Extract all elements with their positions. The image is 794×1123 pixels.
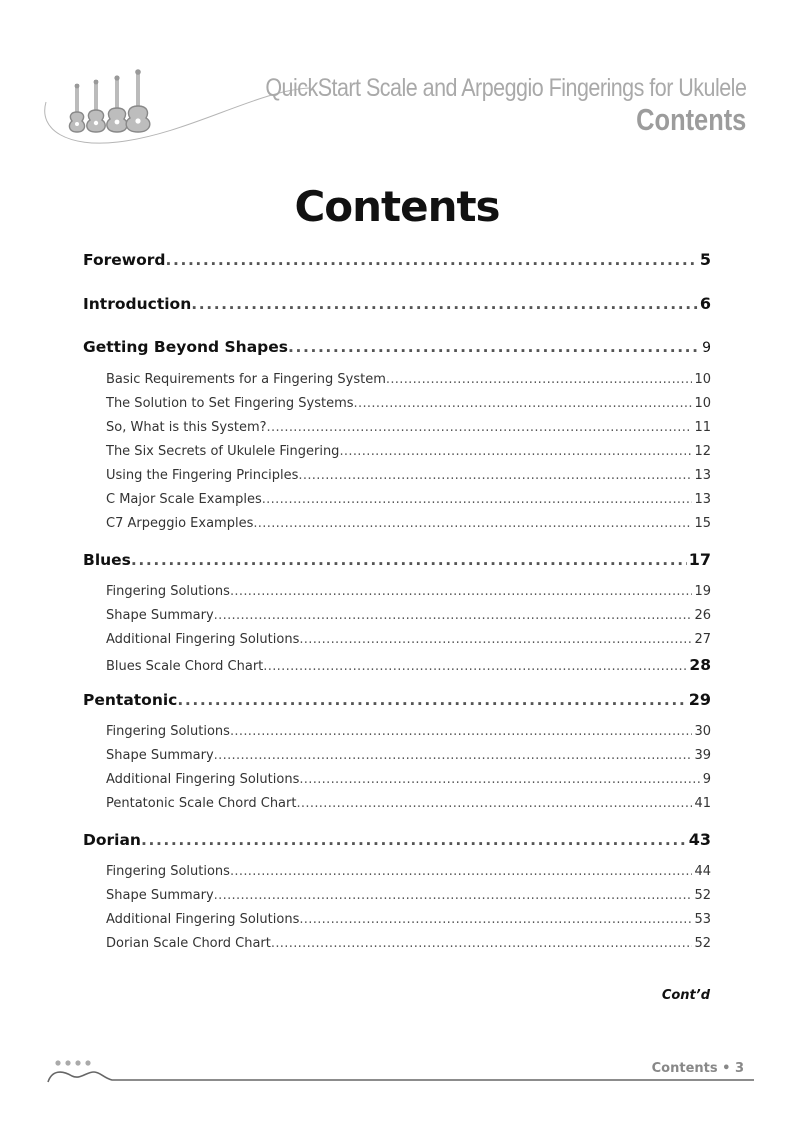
- toc-entry-title: Blues: [83, 551, 131, 569]
- toc-sub-entry[interactable]: [83, 936, 711, 960]
- dot-leader: [253, 516, 692, 531]
- dot-leader: [298, 468, 692, 483]
- dot-leader: [263, 659, 687, 674]
- toc-sub-entry[interactable]: [83, 748, 711, 772]
- toc-sub-entry[interactable]: [83, 420, 711, 444]
- toc-entry-page: 11: [694, 420, 711, 435]
- toc-entry-title: Shape Summary: [106, 748, 214, 763]
- toc-entry-title: Fingering Solutions: [106, 724, 230, 739]
- toc-sub-entry[interactable]: [83, 372, 711, 396]
- toc-main-entry[interactable]: [83, 250, 711, 284]
- toc-entry-page: 17: [688, 550, 711, 569]
- toc-entry-title: Additional Fingering Solutions: [106, 912, 300, 927]
- toc-entry-page: 15: [694, 516, 711, 531]
- footer-decoration: [42, 1058, 754, 1088]
- toc-section: [83, 690, 711, 820]
- toc-entry-page: 52: [694, 888, 711, 903]
- toc-sub-entry[interactable]: [83, 444, 711, 468]
- toc-main-entry[interactable]: [83, 294, 711, 328]
- dot-leader: [214, 748, 693, 763]
- toc-entry-page: 13: [694, 468, 711, 483]
- dot-leader: [296, 796, 692, 811]
- toc-entry-page: 27: [694, 632, 711, 647]
- toc-section: [83, 250, 711, 284]
- toc-main-entry[interactable]: [83, 830, 711, 864]
- dot-leader: [191, 295, 698, 313]
- toc-sub-entry[interactable]: [83, 772, 711, 796]
- running-section-title: Contents: [635, 102, 746, 137]
- toc-entry-page: 43: [688, 830, 711, 849]
- toc-entry-page: 5: [699, 250, 711, 269]
- dot-leader: [386, 372, 693, 387]
- toc-sub-entry[interactable]: [83, 516, 711, 540]
- dot-leader: [214, 608, 693, 623]
- toc-entry-page: 29: [688, 690, 711, 709]
- toc-sub-entry[interactable]: [83, 724, 711, 748]
- dot-leader: [230, 864, 693, 879]
- book-title: QuickStart Scale and Arpeggio Fingerings for Ukulele: [264, 74, 746, 102]
- dot-leader: [214, 888, 693, 903]
- toc-entry-page: 39: [694, 748, 711, 763]
- toc-entry-title: C7 Arpeggio Examples: [106, 516, 254, 531]
- toc-entry-page: 30: [694, 724, 711, 739]
- toc-entry-title: Pentatonic Scale Chord Chart: [106, 796, 297, 811]
- toc-entry-page: 19: [694, 584, 711, 599]
- dot-leader: [131, 551, 687, 569]
- toc-entry-title: Additional Fingering Solutions: [106, 772, 300, 787]
- toc-sub-entry[interactable]: [83, 864, 711, 888]
- dot-leader: [339, 444, 692, 459]
- toc-entry-title: Additional Fingering Solutions: [106, 632, 300, 647]
- toc-sub-entry[interactable]: [83, 584, 711, 608]
- dot-leader: [288, 338, 700, 356]
- toc-entry-title: Blues Scale Chord Chart: [106, 659, 264, 674]
- toc-entry-title: So, What is this System?: [106, 420, 267, 435]
- toc-main-entry[interactable]: [83, 690, 711, 724]
- dot-leader: [299, 632, 692, 647]
- toc-sub-entry[interactable]: [83, 656, 711, 680]
- toc-entry-page: 13: [694, 492, 711, 507]
- toc-entry-page: 41: [694, 796, 711, 811]
- dot-leader: [299, 772, 700, 787]
- dot-leader: [177, 691, 686, 709]
- toc-entry-title: Shape Summary: [106, 608, 214, 623]
- toc-sub-entry[interactable]: [83, 796, 711, 820]
- page-title: Contents: [294, 182, 500, 231]
- toc-section: [83, 294, 711, 328]
- toc-entry-page: 9: [702, 340, 711, 356]
- toc-entry-title: Basic Requirements for a Fingering System: [106, 372, 386, 387]
- table-of-contents: [83, 250, 711, 970]
- toc-entry-page: 52: [694, 936, 711, 951]
- dot-leader: [267, 420, 693, 435]
- toc-entry-title: Foreword: [83, 251, 166, 269]
- toc-entry-title: The Six Secrets of Ukulele Fingering: [106, 444, 340, 459]
- toc-sub-entry[interactable]: [83, 492, 711, 516]
- page-number: Contents • 3: [651, 1061, 744, 1076]
- toc-sub-entry[interactable]: [83, 888, 711, 912]
- toc-entry-title: The Solution to Set Fingering Systems: [106, 396, 354, 411]
- toc-entry-title: Using the Fingering Principles: [106, 468, 299, 483]
- dot-leader: [230, 584, 693, 599]
- toc-entry-page: 12: [694, 444, 711, 459]
- dot-leader: [271, 936, 693, 951]
- toc-entry-title: Fingering Solutions: [106, 584, 230, 599]
- toc-sub-entry[interactable]: [83, 468, 711, 492]
- toc-entry-title: Dorian: [83, 831, 141, 849]
- toc-entry-title: Getting Beyond Shapes: [83, 338, 288, 356]
- continued-note: Cont’d: [661, 988, 710, 1003]
- toc-sub-entry[interactable]: [83, 608, 711, 632]
- toc-entry-title: Pentatonic: [83, 691, 178, 709]
- toc-entry-page: 44: [694, 864, 711, 879]
- toc-entry-page: 9: [702, 772, 711, 787]
- dot-leader: [141, 831, 687, 849]
- toc-sub-entry[interactable]: [83, 396, 711, 420]
- toc-entry-page: 10: [694, 372, 711, 387]
- toc-section: [83, 338, 711, 540]
- toc-entry-page: 53: [694, 912, 711, 927]
- toc-sub-entry[interactable]: [83, 632, 711, 656]
- dot-leader: [165, 251, 697, 269]
- toc-section: [83, 550, 711, 680]
- toc-entry-page: 10: [694, 396, 711, 411]
- toc-main-entry[interactable]: [83, 550, 711, 584]
- toc-entry-title: C Major Scale Examples: [106, 492, 262, 507]
- toc-entry-title: Dorian Scale Chord Chart: [106, 936, 271, 951]
- toc-main-entry[interactable]: [83, 338, 711, 372]
- toc-entry-page: 28: [689, 656, 711, 674]
- dot-leader: [262, 492, 693, 507]
- toc-entry-title: Introduction: [83, 295, 192, 313]
- toc-section: [83, 830, 711, 960]
- dot-leader: [299, 912, 692, 927]
- dot-leader: [354, 396, 693, 411]
- toc-entry-page: 26: [694, 608, 711, 623]
- toc-entry-title: Fingering Solutions: [106, 864, 230, 879]
- toc-entry-page: 6: [699, 294, 711, 313]
- toc-sub-entry[interactable]: [83, 912, 711, 936]
- toc-entry-title: Shape Summary: [106, 888, 214, 903]
- dot-leader: [230, 724, 693, 739]
